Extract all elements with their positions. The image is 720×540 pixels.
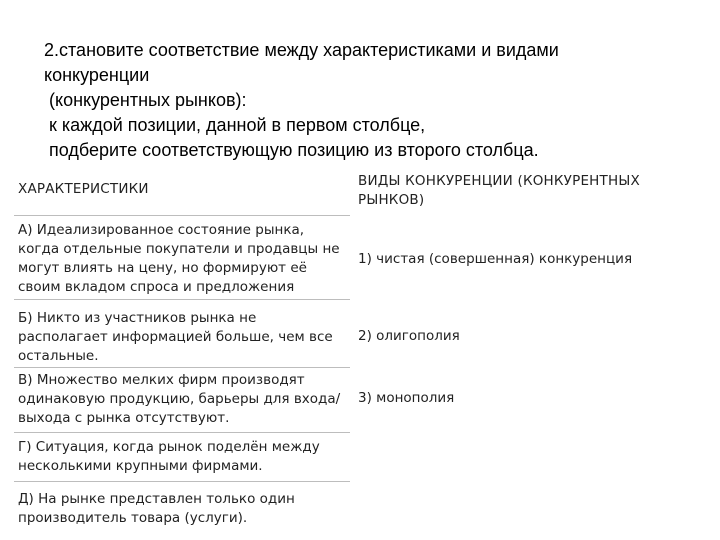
task-title (44, 38, 684, 163)
title-line: конкуренции (44, 65, 150, 85)
characteristic-a: А) Идеализированное состояние рынка, когда отдельные покупатели и продавцы не могут влиять на цену, но формируют её своим вкладом спроса и предложения (18, 222, 340, 295)
title-line: подберите соответствующую позицию из второго столбца. (44, 140, 539, 160)
title-line: (конкурентных рынков): (44, 90, 247, 110)
competition-type-1: 1) чистая (совершенная) конкуренция (358, 251, 633, 267)
characteristic-d: Г) Ситуация, когда рынок поделён между несколькими крупными фирмами. (18, 439, 320, 474)
characteristics-header: ХАРАКТЕРИСТИКИ (18, 181, 149, 197)
row-divider (14, 432, 350, 433)
title-line: 2.становите соответствие между характеристиками и видами (44, 40, 559, 60)
title-line: к каждой позиции, данной в первом столбце, (44, 115, 426, 135)
characteristic-c: В) Множество мелких фирм производят одинаковую продукцию, барьеры для входа/выхода с рынка отсутствуют. (18, 372, 341, 426)
competition-type-2: 2) олигополия (358, 328, 460, 344)
competition-type-3: 3) монополия (358, 390, 455, 406)
characteristic-b: Б) Никто из участников рынка не располагает информацией больше, чем все остальные. (18, 310, 333, 364)
header-divider (14, 215, 350, 216)
competition-types-header: ВИДЫ КОНКУРЕНЦИИ (КОНКУРЕНТНЫХ РЫНКОВ) (358, 173, 640, 208)
row-divider (14, 367, 350, 368)
characteristic-e: Д) На рынке представлен только один производитель товара (услуги). (18, 491, 295, 526)
row-divider (14, 481, 350, 482)
row-divider (14, 299, 350, 300)
